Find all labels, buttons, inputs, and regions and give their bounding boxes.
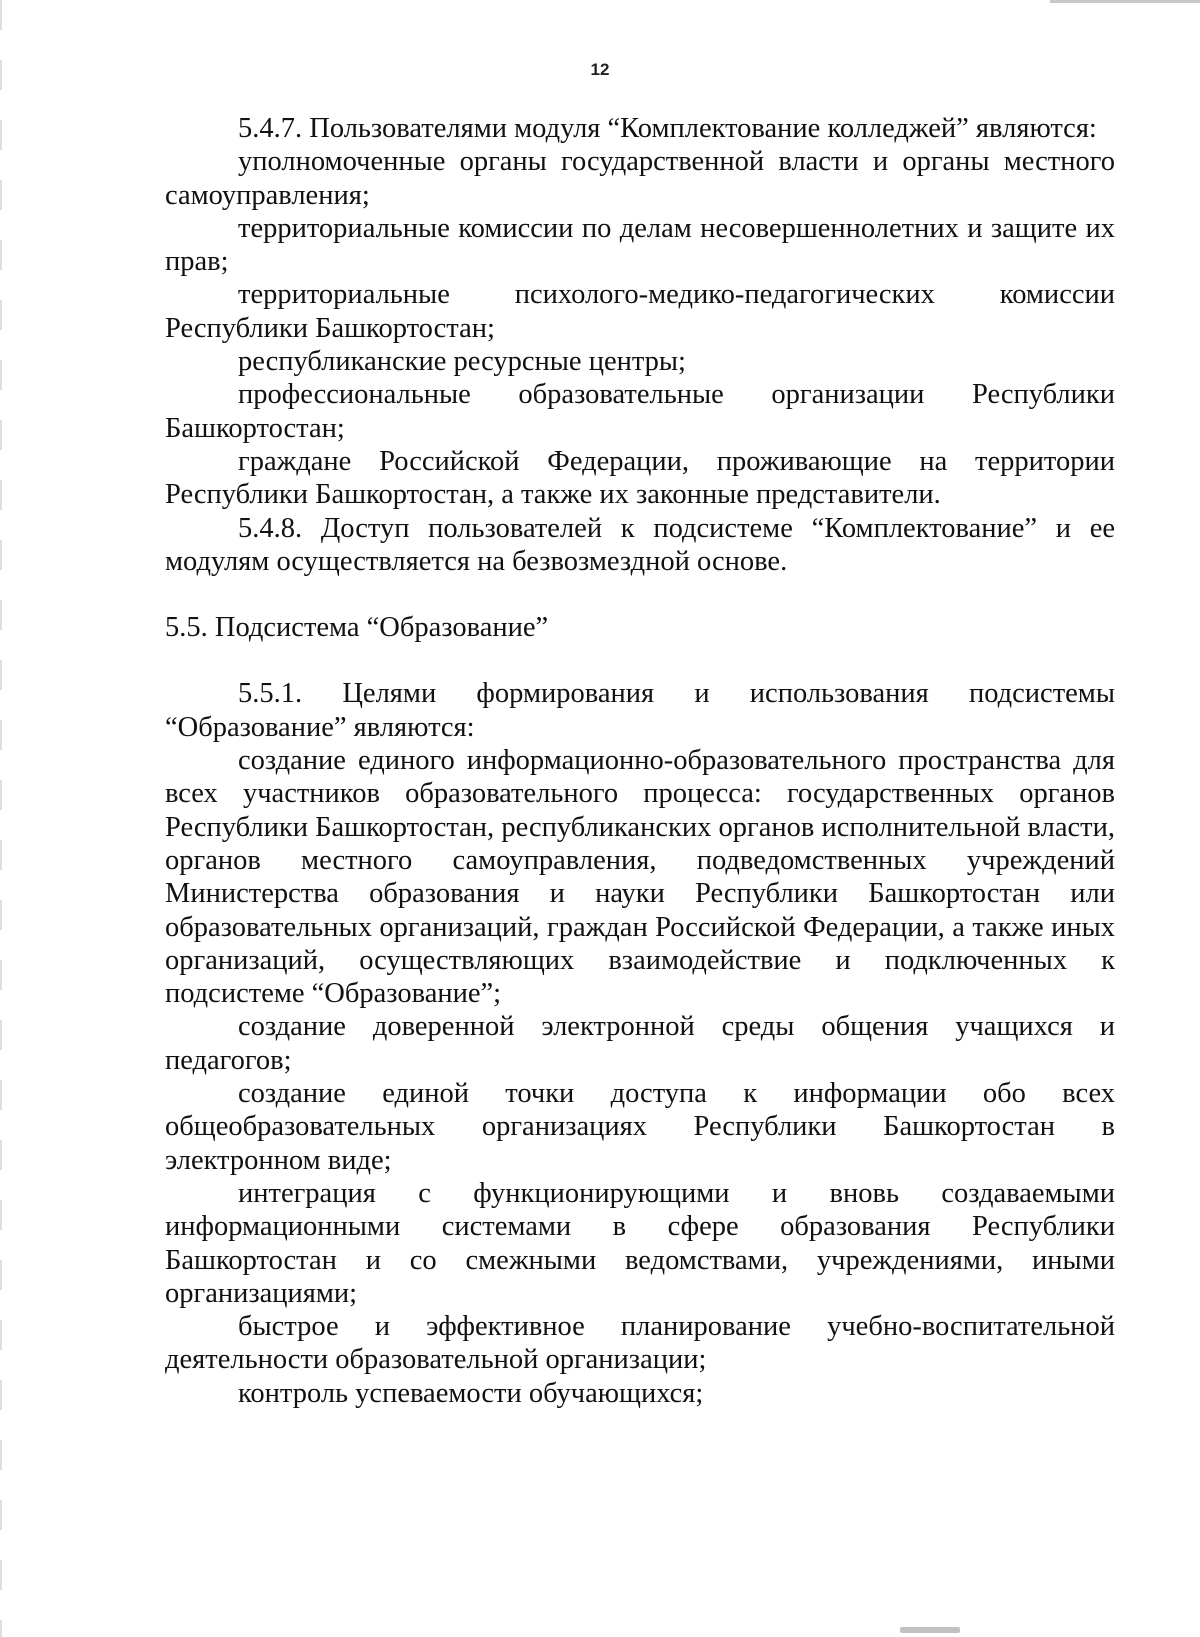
list-item: интеграция с функционирующими и вновь создаваемыми информационными системами в сфере образования Республики Башкортостан и со смежными ведомствами, учреждениями, иными организациями; xyxy=(165,1177,1115,1309)
list-item: создание единого информационно-образовательного пространства для всех участников образовательного процесса: государственных органов Республики Башкортостан, республиканских органов исполнительной власти, органов местного самоуправления, подведомственных учреждений Министерства образования и науки Республики Башкортостан или образовательных организаций, граждан Российской Федерации, а также иных организаций, осуществляющих взаимодействие и подключенных к подсистеме “Образование”; xyxy=(165,745,1115,1010)
scan-artifact-left-edge xyxy=(0,0,2,1637)
list-item: создание доверенной электронной среды общения учащихся и педагогов; xyxy=(165,1011,1115,1076)
scan-artifact-bottom xyxy=(900,1627,960,1633)
list-item: создание единой точки доступа к информации обо всех общеобразовательных организациях Республики Башкортостан в электронном виде; xyxy=(165,1078,1115,1176)
list-item: уполномоченные органы государственной власти и органы местного самоуправления; xyxy=(165,146,1115,211)
scan-artifact-top xyxy=(1050,0,1200,3)
section-heading: 5.5. Подсистема “Образование” xyxy=(165,612,549,644)
list-item: территориальные психолого-медико-педагогических комиссии Республики Башкортостан; xyxy=(165,279,1115,344)
page-number: 12 xyxy=(590,60,610,79)
list-item: контроль успеваемости обучающихся; xyxy=(238,1377,704,1409)
paragraph-5-4-8: 5.4.8. Доступ пользователей к подсистеме “Комплектование” и ее модулям осуществляется на безвозмездной основе. xyxy=(165,512,1115,577)
list-item: граждане Российской Федерации, проживающие на территории Республики Башкортостан, а также их законные представители. xyxy=(165,445,1115,511)
document-body xyxy=(165,112,1115,1410)
paragraph-5-4-7: 5.4.7. Пользователями модуля “Комплектование колледжей” являются: xyxy=(238,113,1097,144)
list-item: республиканские ресурсные центры; xyxy=(238,346,686,378)
paragraph-5-5-1: 5.5.1. Целями формирования и использования подсистемы “Образование” являются: xyxy=(165,678,1115,743)
list-item: территориальные комиссии по делам несовершеннолетних и защите их прав; xyxy=(165,212,1115,278)
list-item: быстрое и эффективное планирование учебно-воспитательной деятельности образовательной организации; xyxy=(165,1311,1115,1376)
list-item: профессиональные образовательные организации Республики Башкортостан; xyxy=(165,379,1115,444)
